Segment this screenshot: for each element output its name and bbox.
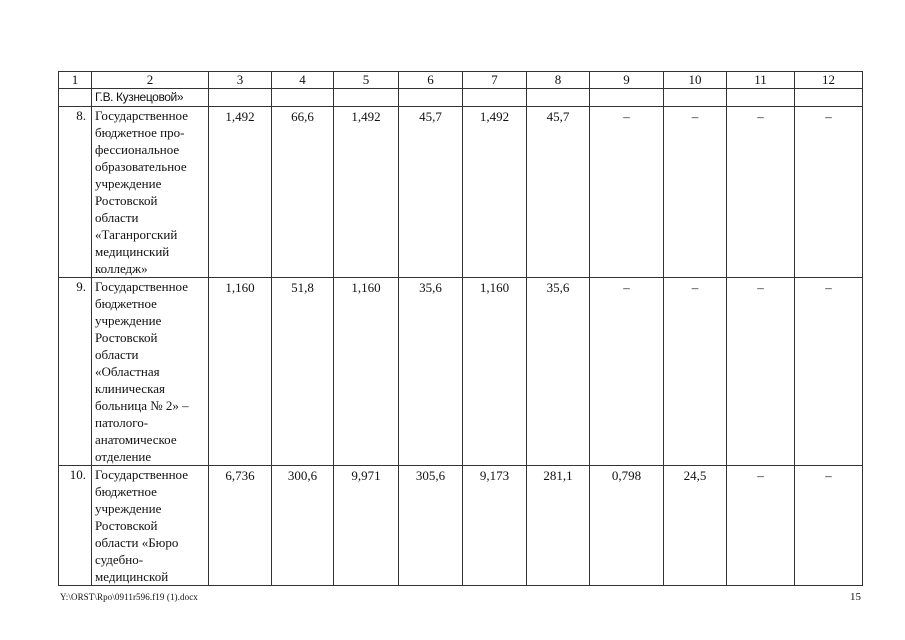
col-number-9: 9 [590,72,664,89]
value-cell-col-6: 35,6 [399,278,463,466]
value-cell-col-11: – [727,278,795,466]
row-index: 8. [59,107,92,278]
continuation-row [59,89,863,107]
value-cell-col-5: 1,160 [334,278,399,466]
value-cell-col-7: 1,492 [463,107,527,278]
value-cell-col-9: 0,798 [590,466,664,586]
name-line: медицинский [95,244,170,259]
col-number-6: 6 [399,72,463,89]
name-line: учреждение [95,313,162,328]
table-row [59,107,863,278]
value-cell-col-10: 24,5 [664,466,727,586]
table-row [59,466,863,586]
col-number-8: 8 [527,72,590,89]
value-cell-col-3: 1,160 [209,278,272,466]
value-cell-col-8: 281,1 [527,466,590,586]
value-cell-col-10: – [664,107,727,278]
name-line: бюджетное [95,296,157,311]
name-line: патолого- [95,415,149,430]
name-line: учреждение [95,176,162,191]
value-cell-col-12: – [795,107,863,278]
data-table [58,71,863,586]
value-cell-col-3: 6,736 [209,466,272,586]
continued-name-cell: Г.В. Кузнецовой» [92,89,209,107]
name-line: Государственное [95,108,188,123]
col-number-10: 10 [664,72,727,89]
name-line: Ростовской [95,330,158,345]
value-cell-col-5: 9,971 [334,466,399,586]
organization-name [92,278,209,466]
value-cell-col-11: – [727,466,795,586]
organization-name [92,466,209,586]
value-cell-col-8: 45,7 [527,107,590,278]
value-cell-col-5: 1,492 [334,107,399,278]
name-line: образовательное [95,159,187,174]
name-line: бюджетное про- [95,125,185,140]
value-cell-col-10: – [664,278,727,466]
col-number-11: 11 [727,72,795,89]
value-cell-col-6: 45,7 [399,107,463,278]
value-cell-col-12: – [795,278,863,466]
name-line: Государственное [95,467,188,482]
value-cell-col-9: – [590,278,664,466]
value-cell-col-7: 9,173 [463,466,527,586]
name-line: Государственное [95,279,188,294]
name-line: «Таганрогский [95,227,178,242]
column-number-row [59,72,863,89]
col-number-7: 7 [463,72,527,89]
name-line: Ростовской [95,193,158,208]
value-cell-col-9: – [590,107,664,278]
name-line: области [95,210,139,225]
value-cell-col-4: 51,8 [272,278,334,466]
value-cell-col-4: 66,6 [272,107,334,278]
name-line: колледж» [95,261,148,276]
col-number-12: 12 [795,72,863,89]
name-line: Ростовской [95,518,158,533]
col-number-1: 1 [59,72,92,89]
value-cell-col-8: 35,6 [527,278,590,466]
value-cell-col-11: – [727,107,795,278]
page-number: 15 [850,591,861,603]
col-number-2: 2 [92,72,209,89]
value-cell-col-3: 1,492 [209,107,272,278]
name-line: бюджетное [95,484,157,499]
value-cell-col-4: 300,6 [272,466,334,586]
name-line: области «Бюро [95,535,179,550]
name-line: медицинской [95,569,169,584]
name-line: анатомическое [95,432,177,447]
name-line: судебно- [95,552,144,567]
table-row [59,278,863,466]
name-line: «Областная [95,364,160,379]
value-cell-col-7: 1,160 [463,278,527,466]
row-index: 10. [59,466,92,586]
row-index: 9. [59,278,92,466]
footer-file-path: Y:\ORST\Rpo\0911r596.f19 (1).docx [60,592,198,602]
name-line: области [95,347,139,362]
value-cell-col-6: 305,6 [399,466,463,586]
col-number-3: 3 [209,72,272,89]
name-line: больница № 2» – [95,398,189,413]
name-line: фессиональное [95,142,180,157]
col-number-5: 5 [334,72,399,89]
name-line: клиническая [95,381,165,396]
organization-name [92,107,209,278]
col-number-4: 4 [272,72,334,89]
name-line: учреждение [95,501,162,516]
value-cell-col-12: – [795,466,863,586]
name-line: отделение [95,449,152,464]
